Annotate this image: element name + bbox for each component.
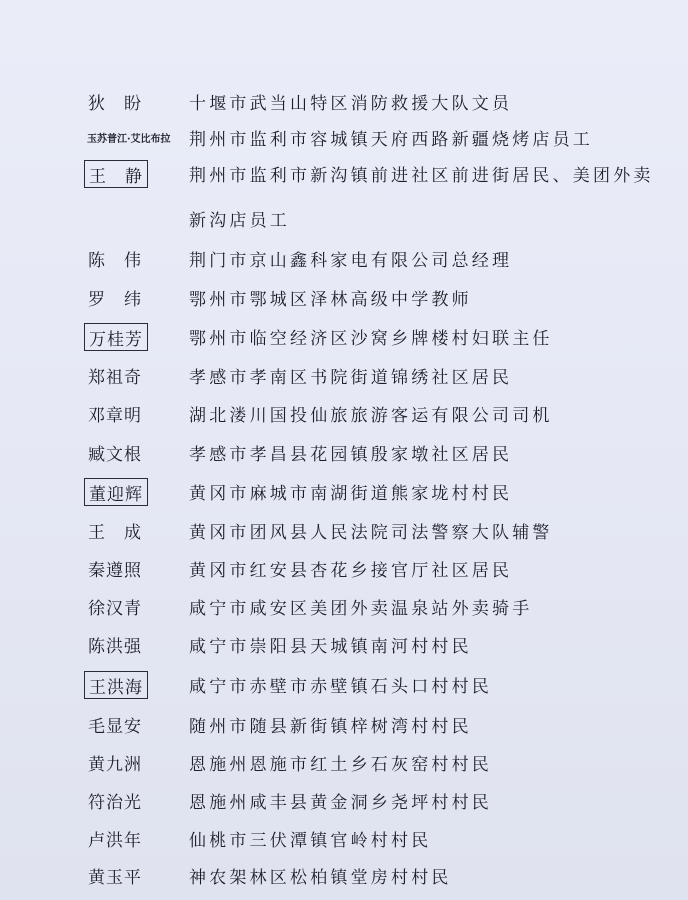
person-description: 荆门市京山鑫科家电有限公司总经理 bbox=[189, 250, 513, 271]
list-item bbox=[0, 823, 688, 853]
person-description: 湖北溇川国投仙旅旅游客运有限公司司机 bbox=[189, 405, 553, 426]
person-description: 荆州市监利市容城镇天府西路新疆烧烤店员工 bbox=[189, 129, 593, 150]
person-description: 孝感市孝南区书院街道锦绣社区居民 bbox=[189, 367, 513, 388]
list-item bbox=[0, 553, 688, 583]
list-item bbox=[0, 747, 688, 777]
person-name: 玉苏普江·艾比布拉 bbox=[87, 133, 171, 145]
person-name: 黄九洲 bbox=[88, 754, 142, 775]
person-description: 仙桃市三伏潭镇官岭村村民 bbox=[189, 830, 432, 851]
person-description: 黄冈市团风县人民法院司法警察大队辅警 bbox=[189, 522, 553, 543]
list-item bbox=[0, 476, 688, 506]
person-description-continued: 新沟店员工 bbox=[189, 210, 290, 231]
list-item bbox=[0, 243, 688, 273]
list-item bbox=[0, 515, 688, 545]
person-name: 秦遵照 bbox=[88, 560, 142, 581]
list-item bbox=[0, 398, 688, 428]
list-item bbox=[0, 203, 688, 233]
person-description: 咸宁市赤壁市赤壁镇石头口村村民 bbox=[189, 676, 492, 697]
list-item bbox=[0, 860, 688, 890]
person-description: 孝感市孝昌县花园镇殷家墩社区居民 bbox=[189, 444, 513, 465]
person-name: 万桂芳 bbox=[84, 323, 148, 351]
person-description: 荆州市监利市新沟镇前进社区前进街居民、美团外卖 bbox=[189, 165, 654, 186]
list-item bbox=[0, 158, 688, 188]
person-name: 罗 纬 bbox=[88, 289, 142, 310]
list-item bbox=[0, 86, 688, 116]
list-item bbox=[0, 629, 688, 659]
person-name: 黄玉平 bbox=[88, 867, 142, 888]
list-item bbox=[0, 785, 688, 815]
list-item bbox=[0, 122, 688, 152]
person-name: 陈 伟 bbox=[88, 250, 142, 271]
person-description: 神农架林区松柏镇堂房村村民 bbox=[189, 867, 452, 888]
list-item bbox=[0, 669, 688, 699]
person-name: 郑祖奇 bbox=[88, 367, 142, 388]
list-item bbox=[0, 282, 688, 312]
list-item bbox=[0, 360, 688, 390]
person-description: 恩施州咸丰县黄金洞乡尧坪村村民 bbox=[189, 792, 492, 813]
list-item bbox=[0, 321, 688, 351]
person-description: 黄冈市红安县杏花乡接官厅社区居民 bbox=[189, 560, 513, 581]
person-name: 卢洪年 bbox=[88, 830, 142, 851]
person-name: 王 成 bbox=[88, 522, 142, 543]
list-item bbox=[0, 437, 688, 467]
person-name: 王 静 bbox=[84, 160, 148, 188]
person-name: 毛显安 bbox=[88, 716, 142, 737]
person-name: 邓章明 bbox=[88, 405, 142, 426]
person-name: 陈洪强 bbox=[88, 636, 142, 657]
person-description: 随州市随县新街镇梓树湾村村民 bbox=[189, 716, 472, 737]
list-item bbox=[0, 709, 688, 739]
person-description: 恩施州恩施市红土乡石灰窑村村民 bbox=[189, 754, 492, 775]
person-description: 黄冈市麻城市南湖街道熊家垅村村民 bbox=[189, 483, 513, 504]
person-name: 徐汉青 bbox=[88, 598, 142, 619]
person-description: 咸宁市咸安区美团外卖温泉站外卖骑手 bbox=[189, 598, 533, 619]
person-name: 臧文根 bbox=[88, 444, 142, 465]
list-item bbox=[0, 591, 688, 621]
person-description: 鄂州市鄂城区泽林高级中学教师 bbox=[189, 289, 472, 310]
person-description: 十堰市武当山特区消防救援大队文员 bbox=[189, 93, 513, 114]
person-description: 咸宁市崇阳县天城镇南河村村民 bbox=[189, 636, 472, 657]
person-name: 符治光 bbox=[88, 792, 142, 813]
person-name: 狄 盼 bbox=[88, 93, 142, 114]
person-description: 鄂州市临空经济区沙窝乡牌楼村妇联主任 bbox=[189, 328, 553, 349]
person-name: 王洪海 bbox=[84, 671, 148, 699]
person-name: 董迎辉 bbox=[84, 478, 148, 506]
